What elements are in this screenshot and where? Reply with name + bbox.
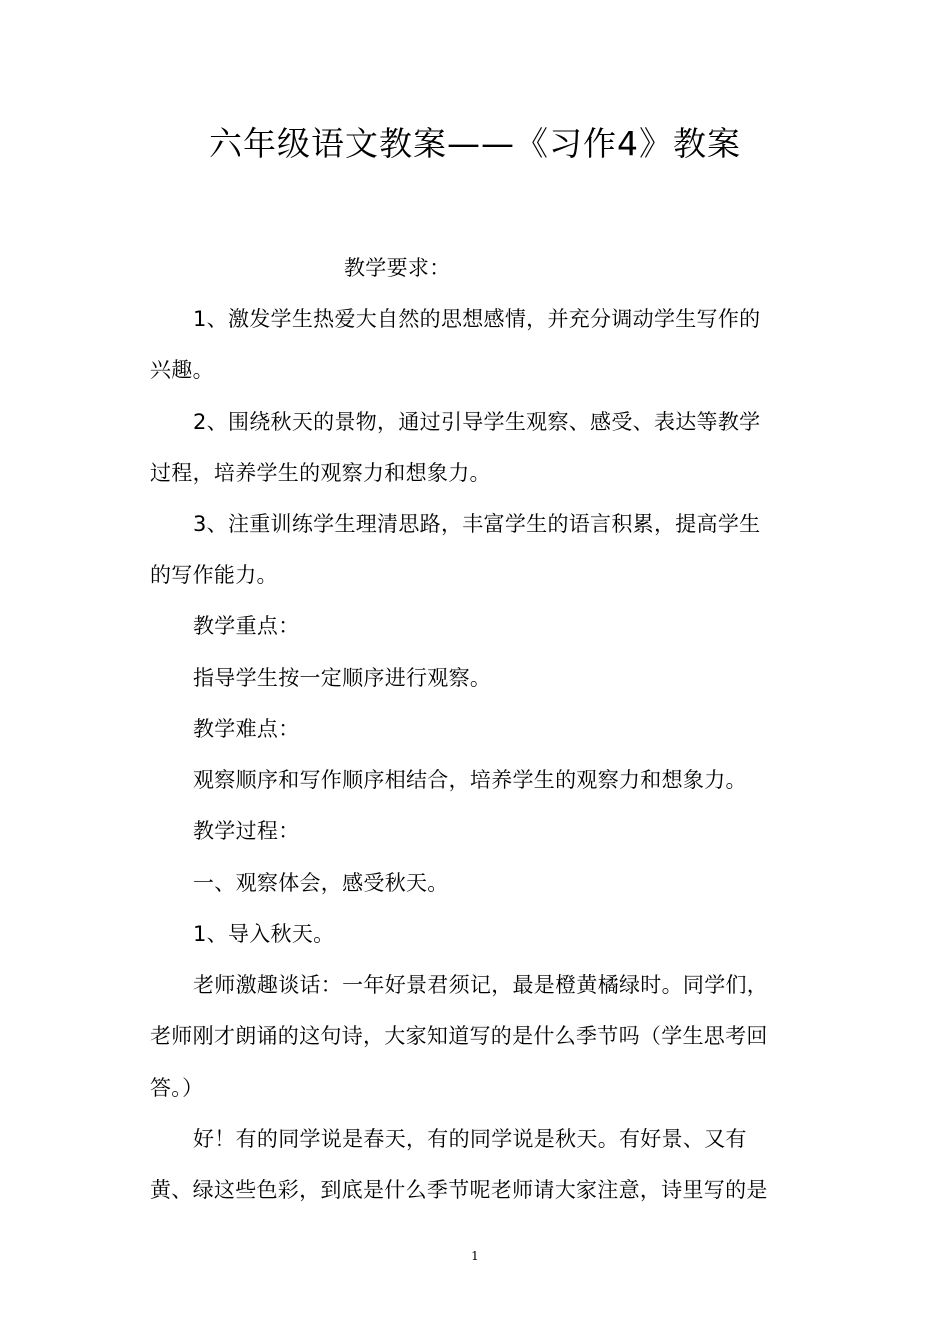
paragraph-line: 兴趣。 [150,358,214,382]
paragraph-line: 1、导入秋天。 [193,922,335,946]
paragraph-line: 一、观察体会，感受秋天。 [193,871,449,895]
paragraph-line: 老师激趣谈话：一年好景君须记，最是橙黄橘绿时。同学们， [193,973,769,997]
paragraph-line: 1、激发学生热爱大自然的思想感情，并充分调动学生写作的 [193,307,761,331]
section-heading-requirements: 教学要求： [344,256,451,280]
paragraph-line: 3、注重训练学生理清思路，丰富学生的语言积累，提高学生 [193,512,761,536]
document-title: 六年级语文教案——《习作4》教案 [209,124,741,163]
paragraph-line: 老师刚才朗诵的这句诗，大家知道写的是什么季节吗（学生思考回 [150,1024,768,1048]
paragraph-line: 的写作能力。 [150,563,278,587]
paragraph-line: 过程，培养学生的观察力和想象力。 [150,461,491,485]
section-heading-process: 教学过程： [193,819,300,843]
paragraph-line: 好！有的同学说是春天，有的同学说是秋天。有好景、又有 [193,1127,747,1151]
section-heading-key-points: 教学重点： [193,614,300,638]
section-heading-difficulties: 教学难点： [193,717,300,741]
paragraph-line: 2、围绕秋天的景物，通过引导学生观察、感受、表达等教学 [193,410,761,434]
paragraph-line: 指导学生按一定顺序进行观察。 [193,666,492,690]
page-number: 1 [471,1249,479,1263]
paragraph-line: 黄、绿这些色彩，到底是什么季节呢老师请大家注意，诗里写的是 [150,1178,768,1202]
paragraph-line: 答。） [150,1076,204,1100]
paragraph-line: 观察顺序和写作顺序相结合，培养学生的观察力和想象力。 [193,768,747,792]
